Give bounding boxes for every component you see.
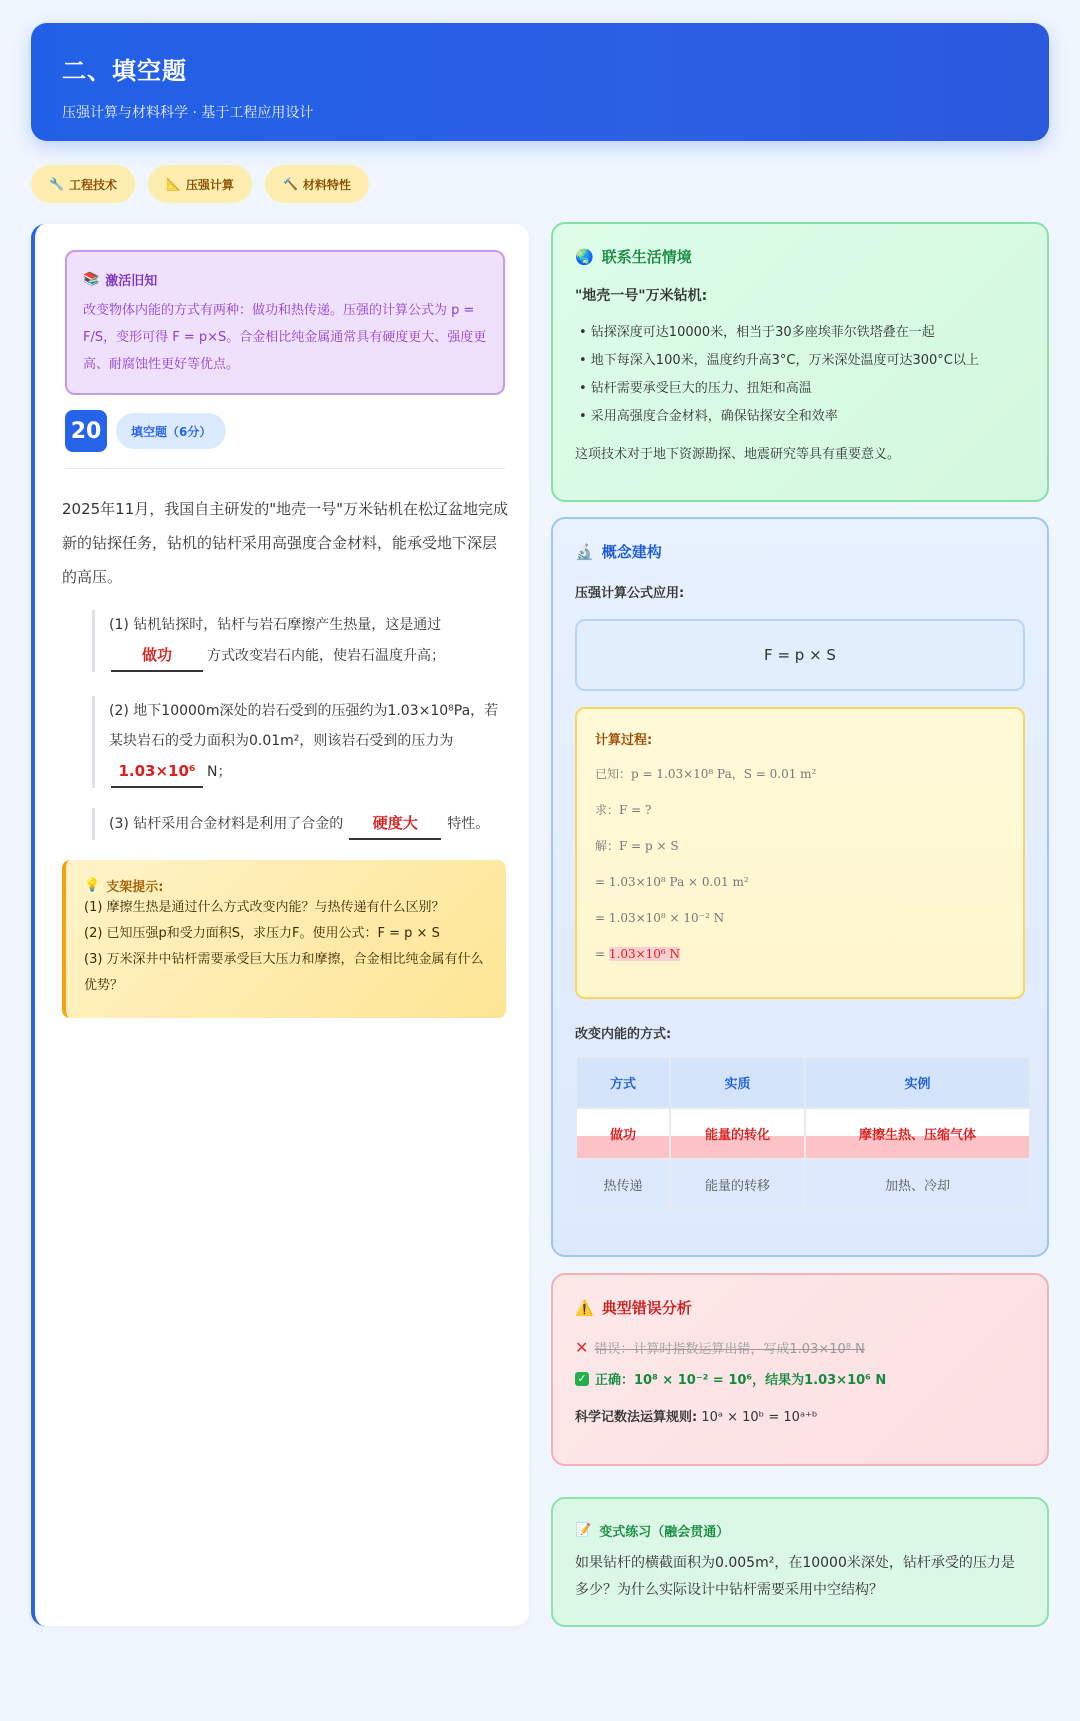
practice-text: 如果钻杆的横截面积为0.005m²，在10000米深处，钻杆承受的压力是多少？为什么实际设计中钻杆需要采用中空结构？ <box>575 1555 1015 1598</box>
rule-label: 科学记数法运算规则: <box>575 1410 698 1425</box>
wrench-icon: 🔧 <box>49 177 64 191</box>
tag-label: 材料特性 <box>302 177 351 192</box>
hint-line: (3) 万米深井中钻杆需要承受巨大压力和摩擦，合金相比纯金属有什么优势？ <box>84 952 484 993</box>
tag-label: 工程技术 <box>68 177 117 192</box>
sub-question-text: (3) 钻杆采用合金材料是利用了合金的 <box>109 816 344 832</box>
life-context-card <box>551 222 1049 502</box>
sub-question-text: 方式改变岩石内能，使岩石温度升高； <box>207 648 445 664</box>
mistake-card <box>551 1273 1049 1466</box>
page-header <box>31 23 1049 141</box>
table-cell: 加热、冷却 <box>806 1160 1029 1209</box>
rule-text: 10ᵃ × 10ᵇ = 10ᵃ⁺ᵇ <box>701 1410 818 1425</box>
tag-list <box>31 165 369 203</box>
lightbulb-icon: 💡 <box>84 878 101 893</box>
sub-question-3 <box>92 808 507 840</box>
mistake-title: 典型错误分析 <box>601 1299 692 1317</box>
concept-title: 概念建构 <box>601 543 662 561</box>
hint-line: (2) 已知压强p和受力面积S，求压力F。使用公式：F = p × S <box>84 926 440 941</box>
wrong-answer <box>575 1338 1025 1357</box>
table-cell: 能量的转移 <box>671 1160 804 1209</box>
sub-question-text: 特性。 <box>447 816 490 832</box>
practice-heading <box>575 1521 1025 1540</box>
answer-blank-2[interactable]: 1.03×10⁶ <box>111 756 203 788</box>
calc-result-prefix: = <box>595 947 609 961</box>
rule <box>575 1406 1025 1425</box>
question-panel <box>31 224 529 1626</box>
table-header-row <box>577 1058 1029 1107</box>
globe-icon: 🌏 <box>575 247 594 266</box>
check-icon: ✓ <box>575 1372 589 1386</box>
calc-line: = 1.03×10⁸ Pa × 0.01 m² <box>595 875 749 889</box>
life-title: 联系生活情境 <box>601 248 692 266</box>
activate-title: 激活旧知 <box>105 274 158 289</box>
ways-table <box>575 1056 1031 1211</box>
tag-label: 压强计算 <box>185 177 234 192</box>
sub-question-2 <box>92 696 507 788</box>
practice-card <box>551 1497 1049 1627</box>
sub-question-1 <box>92 610 507 672</box>
warning-icon: ⚠️ <box>575 1298 594 1317</box>
concept-card <box>551 517 1049 1257</box>
table-header-cell: 实例 <box>806 1058 1029 1107</box>
cross-icon: ✕ <box>575 1338 589 1357</box>
mistake-heading <box>575 1297 1025 1318</box>
page-title: 二、填空题 <box>62 57 187 85</box>
question-number: 20 <box>65 410 107 452</box>
right-text: 正确：10⁸ × 10⁻² = 10⁶，结果为1.03×10⁶ N <box>595 1373 887 1388</box>
answer-blank-1[interactable]: 做功 <box>111 640 203 672</box>
table-cell: 做功 <box>577 1109 669 1158</box>
calc-line: 求：F = ? <box>595 803 652 817</box>
hint-line: (1) 摩擦生热是通过什么方式改变内能？与热传递有什么区别？ <box>84 900 445 915</box>
life-subtitle: "地壳一号"万米钻机: <box>575 288 708 304</box>
tag-engineering[interactable] <box>31 165 135 203</box>
hint-heading <box>84 876 488 895</box>
books-icon: 📚 <box>83 272 100 287</box>
list-item: • 地下每深入100米，温度约升高3°C，万米深处温度可达300°C以上 <box>579 353 979 368</box>
life-note: 这项技术对于地下资源勘探、地震研究等具有重要意义。 <box>575 447 901 462</box>
sub-question-text: (2) 地下10000m深处的岩石受到的压强约为1.03×10⁸Pa，若某块岩石的受力面积为0.01m²，则该岩石受到的压力为 <box>109 703 499 749</box>
table-header-cell: 实质 <box>671 1058 804 1107</box>
calc-title: 计算过程: <box>595 733 653 748</box>
sub-question-text: N； <box>207 764 232 780</box>
microscope-icon: 🔬 <box>575 542 594 561</box>
activate-heading <box>83 270 487 289</box>
right-answer <box>575 1369 1025 1388</box>
table-cell: 能量的转化 <box>671 1109 804 1158</box>
list-item: • 钻探深度可达10000米，相当于30多座埃菲尔铁塔叠在一起 <box>579 325 935 340</box>
calc-line: 解：F = p × S <box>595 839 679 853</box>
calc-result-line <box>595 936 1005 972</box>
formula-title: 压强计算公式应用: <box>575 586 685 601</box>
table-header-cell: 方式 <box>577 1058 669 1107</box>
hint-title: 支架提示: <box>106 880 164 895</box>
scaffold-hint <box>62 860 506 1018</box>
table-row <box>577 1109 1029 1158</box>
calc-result: 1.03×10⁶ N <box>608 947 681 961</box>
practice-title: 变式练习（融会贯通） <box>599 1525 730 1540</box>
memo-icon: 📝 <box>575 1523 592 1538</box>
list-item: • 钻杆需要承受巨大的压力、扭矩和高温 <box>579 381 812 396</box>
page-subtitle: 压强计算与材料科学 · 基于工程应用设计 <box>62 105 314 121</box>
activate-prior-knowledge <box>65 250 505 395</box>
tag-pressure[interactable] <box>148 165 252 203</box>
life-heading <box>575 246 1025 267</box>
question-stem: 2025年11月，我国自主研发的"地壳一号"万米钻机在松辽盆地完成新的钻探任务，钻机的钻杆采用高强度合金材料，能承受地下深层的高压。 <box>62 500 509 586</box>
ruler-icon: 📐 <box>165 177 181 191</box>
calculation-box <box>575 707 1025 999</box>
tag-material[interactable] <box>265 165 369 203</box>
table-row <box>577 1160 1029 1209</box>
divider <box>65 468 505 469</box>
calc-line: 已知：p = 1.03×10⁸ Pa，S = 0.01 m² <box>595 767 817 781</box>
table-cell: 摩擦生热、压缩气体 <box>806 1109 1029 1158</box>
table-cell: 热传递 <box>577 1160 669 1209</box>
life-list <box>575 319 1025 431</box>
ways-title: 改变内能的方式: <box>575 1027 672 1042</box>
question-type-badge: 填空题（6分） <box>116 413 226 449</box>
concept-heading <box>575 541 1025 562</box>
hammer-icon: 🔨 <box>282 177 298 191</box>
calc-line: = 1.03×10⁸ × 10⁻² N <box>595 911 725 925</box>
wrong-text: 错误：计算时指数运算出错，写成1.03×10⁸ N <box>594 1342 865 1357</box>
sub-question-text: (1) 钻机钻探时，钻杆与岩石摩擦产生热量，这是通过 <box>109 617 442 633</box>
formula-box: F = p × S <box>575 619 1025 691</box>
answer-blank-3[interactable]: 硬度大 <box>349 808 441 840</box>
list-item: • 采用高强度合金材料，确保钻探安全和效率 <box>579 409 838 424</box>
activate-text: 改变物体内能的方式有两种：做功和热传递。压强的计算公式为 p = F/S，变形可得 F = p×S。合金相比纯金属通常具有硬度更大、强度更高、耐腐蚀性更好等优点。 <box>83 303 487 372</box>
